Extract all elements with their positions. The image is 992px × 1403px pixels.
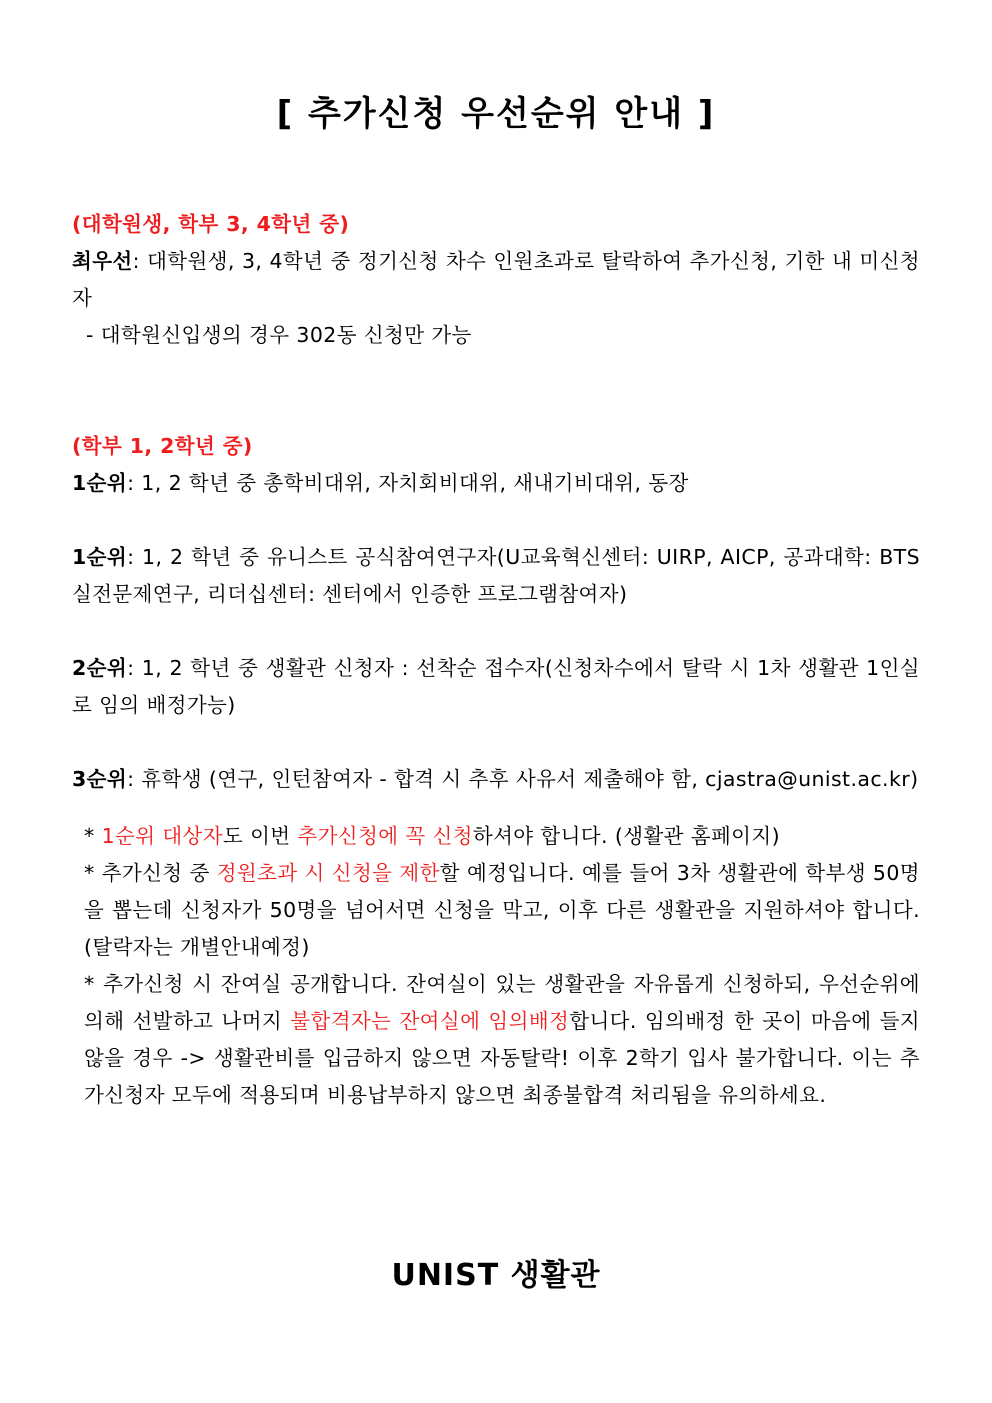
priority-text: : 1, 2 학년 중 생활관 신청자 : 선착순 접수자(신청차수에서 탈락 시 1차 생활관 1인실로 임의 배정가능)	[72, 656, 920, 717]
spacer	[72, 613, 920, 650]
note-text: 하셔야 합니다. (생활관 홈페이지)	[472, 824, 780, 848]
undergrad-priority-2	[72, 650, 920, 724]
note-prefix: * 추가신청 시 잔여실 공개합니다. 잔여실이 있는 생활관을 자유롭게 신청하되, 우선순위에 의해 선발하고 나머지	[84, 972, 920, 1033]
priority-text: : 1, 2 학년 중 총학비대위, 자치회비대위, 새내기비대위, 동장	[127, 471, 689, 495]
note-highlight: 추가신청에 꼭 신청	[297, 824, 473, 848]
grad-priority-label: 최우선	[72, 249, 133, 273]
note-prefix: * 추가신청 중	[84, 861, 217, 885]
notice-body	[72, 206, 920, 1114]
note-text: 합니다. 임의배정 한 곳이 마음에 들지 않을 경우 -> 생활관비를 입금하지 않으면 자동탈락! 이후 2학기 입사 불가합니다. 이는 추가신청자 모두에 적용되며 비용납부하지 않으면 최종불합격 처리됨을 유의하세요.	[84, 1009, 920, 1107]
note-highlight: 1순위 대상자	[101, 824, 223, 848]
footer-signature: UNIST 생활관	[391, 1258, 601, 1293]
undergrad-priority-1a	[72, 465, 920, 502]
note-text: 도 이번	[222, 824, 298, 848]
note-highlight: 정원초과 시 신청을 제한	[216, 861, 440, 885]
priority-label: 2순위	[72, 656, 128, 680]
note-text: 할 예정입니다. 예를 들어 3차 생활관에 학부생 50명을 뽑는데 신청자가 50명을 넘어서면 신청을 막고, 이후 다른 생활관을 지원하셔야 합니다.(탈락자는 개별안내예정)	[84, 861, 921, 959]
priority-label: 1순위	[72, 545, 128, 569]
spacer	[72, 502, 920, 539]
spacer	[72, 798, 920, 818]
notice-note-3	[72, 966, 920, 1114]
grad-priority	[72, 243, 920, 317]
page-title: [ 추가신청 우선순위 안내 ]	[276, 94, 716, 134]
note-prefix: *	[84, 824, 102, 848]
priority-text: : 휴학생 (연구, 인턴참여자 - 합격 시 추후 사유서 제출해야 함, cjastra@unist.ac.kr)	[127, 767, 919, 791]
grad-note: - 대학원신입생의 경우 302동 신청만 가능	[86, 323, 472, 347]
undergrad-section-header: (학부 1, 2학년 중)	[72, 434, 253, 458]
undergrad-priority-3	[72, 761, 920, 798]
spacer	[72, 724, 920, 761]
notice-note-1	[72, 818, 920, 855]
priority-text: : 1, 2 학년 중 유니스트 공식참여연구자(U교육혁신센터: UIRP, AICP, 공과대학: BTS실전문제연구, 리더십센터: 센터에서 인증한 프로그램참여자)	[72, 545, 920, 606]
undergrad-priority-1b	[72, 539, 920, 613]
spacer	[72, 354, 920, 428]
note-highlight: 불합격자는 잔여실에 임의배정	[290, 1009, 570, 1033]
notice-note-2	[72, 855, 920, 966]
grad-section-header: (대학원생, 학부 3, 4학년 중)	[72, 212, 350, 236]
priority-label: 3순위	[72, 767, 128, 791]
priority-label: 1순위	[72, 471, 128, 495]
grad-priority-text: : 대학원생, 3, 4학년 중 정기신청 차수 인원초과로 탈락하여 추가신청, 기한 내 미신청자	[72, 249, 920, 310]
